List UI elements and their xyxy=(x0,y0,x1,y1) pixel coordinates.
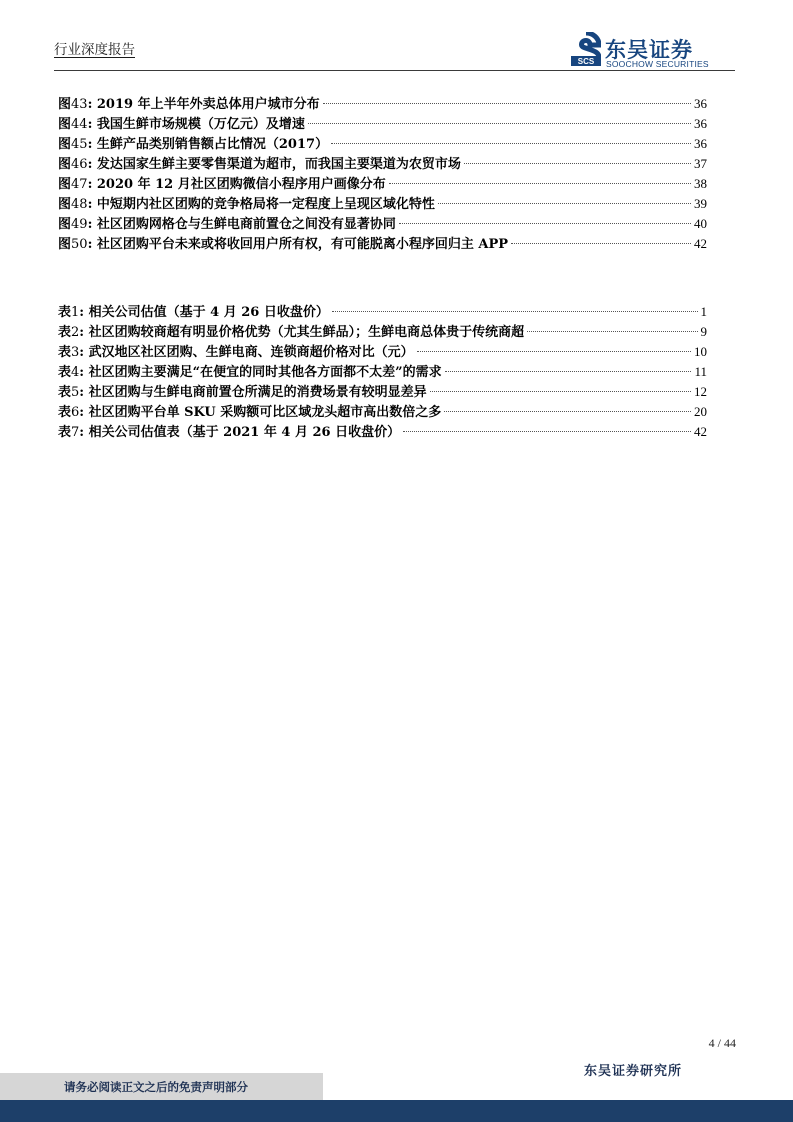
page-number: 4 / 44 xyxy=(708,1036,736,1050)
entry-title: 社区团购平台未来或将收回用户所有权，有可能脱离小程序回归主 APP xyxy=(96,237,509,252)
entry-number: 7 xyxy=(71,425,80,440)
entry-label: 表2: 社区团购较商超有明显价格优势（尤其生鲜品）；生鲜电商总体贵于传统商超 xyxy=(58,325,525,340)
entry-title: 相关公司估值（基于 4 月 26 日收盘价） xyxy=(88,305,329,320)
entry-title: 社区团购网格仓与生鲜电商前置仓之间没有显著协同 xyxy=(96,217,396,232)
entry-label: 表3: 武汉地区社区团购、生鲜电商、连锁商超价格对比（元） xyxy=(58,345,414,360)
entry-number: 6 xyxy=(71,405,80,420)
soochow-logo-icon xyxy=(571,32,601,66)
entry-title: 社区团购较商超有明显价格优势（尤其生鲜品）；生鲜电商总体贵于传统商超 xyxy=(88,325,525,340)
entry-label: 图50: 社区团购平台未来或将收回用户所有权，有可能脱离小程序回归主 APP xyxy=(58,237,509,252)
entry-label: 图46: 发达国家生鲜主要零售渠道为超市，而我国主要渠道为农贸市场 xyxy=(58,157,461,172)
entry-page-number: 20 xyxy=(694,404,707,419)
entry-label: 表5: 社区团购与生鲜电商前置仓所满足的消费场景有较明显差异 xyxy=(58,385,427,400)
entry-prefix: 表 xyxy=(58,345,72,360)
entry-page-number: 36 xyxy=(694,116,707,131)
footer-bar xyxy=(0,1100,793,1122)
dot-leader xyxy=(399,223,691,224)
entry-prefix: 表 xyxy=(58,325,72,340)
dot-leader xyxy=(438,203,691,204)
dot-leader xyxy=(403,431,691,432)
table-list xyxy=(58,302,707,442)
footer-disclaimer: 请务必阅读正文之后的免责声明部分 xyxy=(64,1080,248,1094)
entry-page-number: 38 xyxy=(694,176,707,191)
entry-label: 表1: 相关公司估值（基于 4 月 26 日收盘价） xyxy=(58,305,329,320)
entry-page-number: 36 xyxy=(694,96,707,111)
entry-title: 我国生鲜市场规模（万亿元）及增速 xyxy=(96,117,305,132)
entry-number: 2 xyxy=(71,325,80,340)
entry-label: 图43: 2019 年上半年外卖总体用户城市分布 xyxy=(58,97,320,112)
entry-page-number: 40 xyxy=(694,216,707,231)
entry-prefix: 图 xyxy=(58,137,72,152)
entry-prefix: 图 xyxy=(58,237,72,252)
figure-entry[interactable] xyxy=(58,114,707,134)
table-entry[interactable] xyxy=(58,342,707,362)
dot-leader xyxy=(331,143,691,144)
table-entry[interactable] xyxy=(58,322,707,342)
entry-number: 1 xyxy=(71,305,80,320)
dot-leader xyxy=(444,411,691,412)
figure-entry[interactable] xyxy=(58,214,707,234)
entry-number: 45 xyxy=(71,137,88,152)
entry-title: 社区团购平台单 SKU 采购额可比区域龙头超市高出数倍之多 xyxy=(88,405,442,420)
report-type-label: 行业深度报告 xyxy=(54,42,135,58)
header-divider xyxy=(54,70,735,71)
entry-number: 5 xyxy=(71,385,80,400)
dot-leader xyxy=(389,183,691,184)
dot-leader xyxy=(511,243,691,244)
footer-organization: 东吴证券研究所 xyxy=(584,1064,683,1079)
entry-prefix: 表 xyxy=(58,305,72,320)
dot-leader xyxy=(430,391,691,392)
table-entry[interactable] xyxy=(58,402,707,422)
entry-page-number: 10 xyxy=(694,344,707,359)
entry-number: 3 xyxy=(71,345,80,360)
logo-chinese-name: 东吴证券 xyxy=(605,38,693,62)
table-entry[interactable] xyxy=(58,362,707,382)
dot-leader xyxy=(527,331,697,332)
dot-leader xyxy=(464,163,691,164)
entry-prefix: 图 xyxy=(58,117,72,132)
entry-prefix: 图 xyxy=(58,157,72,172)
entry-page-number: 42 xyxy=(694,424,707,439)
entry-title: 社区团购与生鲜电商前置仓所满足的消费场景有较明显差异 xyxy=(88,385,427,400)
entry-number: 46 xyxy=(71,157,88,172)
entry-prefix: 表 xyxy=(58,365,72,380)
entry-title: 生鲜产品类别销售额占比情况（2017） xyxy=(96,137,329,152)
entry-page-number: 42 xyxy=(694,236,707,251)
entry-prefix: 表 xyxy=(58,385,72,400)
entry-label: 图48: 中短期内社区团购的竞争格局将一定程度上呈现区域化特性 xyxy=(58,197,435,212)
entry-number: 48 xyxy=(71,197,88,212)
figure-entry[interactable] xyxy=(58,194,707,214)
entry-prefix: 图 xyxy=(58,197,72,212)
entry-number: 4 xyxy=(71,365,80,380)
entry-page-number: 12 xyxy=(694,384,707,399)
figure-entry[interactable] xyxy=(58,234,707,254)
dot-leader xyxy=(332,311,698,312)
entry-prefix: 图 xyxy=(58,177,72,192)
dot-leader xyxy=(417,351,691,352)
entry-label: 表4: 社区团购主要满足“在便宜的同时其他各方面都不太差”的需求 xyxy=(58,365,442,380)
entry-label: 图44: 我国生鲜市场规模（万亿元）及增速 xyxy=(58,117,305,132)
dot-leader xyxy=(308,123,691,124)
entry-title: 2020 年 12 月社区团购微信小程序用户画像分布 xyxy=(96,177,386,192)
entry-prefix: 表 xyxy=(58,405,72,420)
entry-number: 49 xyxy=(71,217,88,232)
logo-english-name: SOOCHOW SECURITIES xyxy=(606,59,709,69)
entry-page-number: 11 xyxy=(694,364,707,379)
figure-entry[interactable] xyxy=(58,94,707,114)
entry-page-number: 37 xyxy=(694,156,707,171)
entry-page-number: 39 xyxy=(694,196,707,211)
entry-title: 相关公司估值表（基于 2021 年 4 月 26 日收盘价） xyxy=(88,425,401,440)
entry-number: 43 xyxy=(71,97,88,112)
figure-entry[interactable] xyxy=(58,154,707,174)
table-entry[interactable] xyxy=(58,382,707,402)
entry-label: 表7: 相关公司估值表（基于 2021 年 4 月 26 日收盘价） xyxy=(58,425,401,440)
entry-page-number: 36 xyxy=(694,136,707,151)
dot-leader xyxy=(445,371,692,372)
entry-title: 社区团购主要满足“在便宜的同时其他各方面都不太差”的需求 xyxy=(88,365,442,380)
entry-number: 50 xyxy=(71,237,88,252)
logo-mark-text: SCS xyxy=(577,57,595,66)
dot-leader xyxy=(323,103,691,104)
entry-title: 2019 年上半年外卖总体用户城市分布 xyxy=(96,97,320,112)
figure-list xyxy=(58,94,707,254)
entry-title: 发达国家生鲜主要零售渠道为超市，而我国主要渠道为农贸市场 xyxy=(96,157,461,172)
entry-page-number: 1 xyxy=(700,304,707,319)
entry-label: 图47: 2020 年 12 月社区团购微信小程序用户画像分布 xyxy=(58,177,386,192)
company-logo xyxy=(571,32,731,72)
entry-title: 中短期内社区团购的竞争格局将一定程度上呈现区域化特性 xyxy=(96,197,435,212)
figure-entry[interactable] xyxy=(58,134,707,154)
entry-prefix: 表 xyxy=(58,425,72,440)
entry-prefix: 图 xyxy=(58,97,72,112)
entry-number: 47 xyxy=(71,177,88,192)
entry-number: 44 xyxy=(71,117,88,132)
entry-title: 武汉地区社区团购、生鲜电商、连锁商超价格对比（元） xyxy=(88,345,414,360)
figure-entry[interactable] xyxy=(58,174,707,194)
entry-page-number: 9 xyxy=(700,324,707,339)
entry-label: 图49: 社区团购网格仓与生鲜电商前置仓之间没有显著协同 xyxy=(58,217,396,232)
table-entry[interactable] xyxy=(58,302,707,322)
entry-label: 图45: 生鲜产品类别销售额占比情况（2017） xyxy=(58,137,329,152)
table-entry[interactable] xyxy=(58,422,707,442)
entry-label: 表6: 社区团购平台单 SKU 采购额可比区域龙头超市高出数倍之多 xyxy=(58,405,442,420)
entry-prefix: 图 xyxy=(58,217,72,232)
